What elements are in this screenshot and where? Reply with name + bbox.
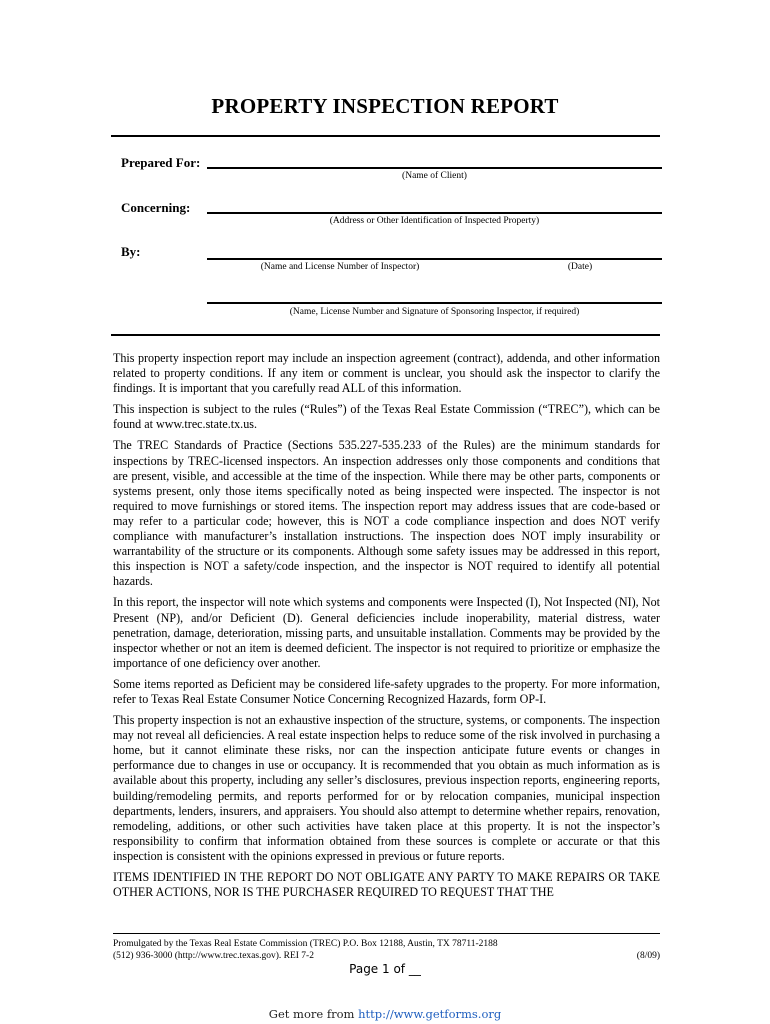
client-name-caption: (Name of Client) bbox=[402, 171, 467, 181]
sponsor-line[interactable] bbox=[207, 302, 662, 304]
header-bottom-rule bbox=[111, 334, 660, 336]
status-codes-paragraph: In this report, the inspector will note which systems and components were Inspected (I), Not Inspected (NI), Not Present (NP), and/or Deficient (D). General deficiencies include inoperability, material distress, water penetration, damage, deterioration, missing parts, and unsuitable installation. Comments may be provided by the inspector whether or not an item is deemed deficient. The inspector is not required to prioritize or emphasize the importance of one deficiency over another. bbox=[113, 595, 660, 670]
banner-prefix: Get more from bbox=[268, 1007, 359, 1021]
property-address-caption: (Address or Other Identification of Inspected Property) bbox=[329, 216, 540, 226]
prepared-for-line[interactable] bbox=[207, 167, 662, 169]
concerning-label: Concerning: bbox=[121, 200, 191, 215]
promulgated-line: Promulgated by the Texas Real Estate Commission (TREC) P.O. Box 12188, Austin, TX 78711-2188 bbox=[113, 939, 498, 949]
concerning-line[interactable] bbox=[207, 212, 662, 214]
date-caption: (Date) bbox=[567, 262, 593, 272]
intro-paragraph: This property inspection report may include an inspection agreement (contract), addenda, and other information related to property conditions. If any item or comment is unclear, you should ask the inspector to clarify the findings. It is important that you carefully read ALL of this information. bbox=[113, 351, 660, 396]
prepared-for-label: Prepared For: bbox=[121, 155, 201, 170]
report-body bbox=[113, 351, 660, 906]
life-safety-paragraph: Some items reported as Deficient may be considered life-safety upgrades to the property. For more information, refer to Texas Real Estate Consumer Notice Concerning Recognized Hazards, form OP-I. bbox=[113, 676, 660, 706]
contact-line: (512) 936-3000 (http://www.trec.texas.gov). REI 7-2 bbox=[113, 951, 314, 961]
title-rule bbox=[111, 135, 660, 137]
report-title: PROPERTY INSPECTION REPORT bbox=[211, 94, 559, 118]
standards-paragraph: The TREC Standards of Practice (Sections 535.227-535.233 of the Rules) are the minimum standards for inspections by TREC-licensed inspectors. An inspection addresses only those components and conditions that are present, visible, and accessible at the time of the inspection. While there may be other parts, components or systems present, only those items specifically noted as being inspected were inspected. The inspector is not required to move furnishings or stored items. The inspection report may address issues that are code-based or may refer to a particular code; however, this is NOT a code compliance inspection and does NOT verify compliance with manufacturer’s installation instructions. The inspection does NOT imply insurability or warrantability of the structure or its components. Although some safety issues may be addressed in this report, this inspection is NOT a safety/code inspection, and the inspector is NOT required to identify all potential hazards. bbox=[113, 438, 660, 589]
getforms-link[interactable]: http://www.getforms.org bbox=[358, 1007, 502, 1021]
rules-paragraph: This inspection is subject to the rules (“Rules”) of the Texas Real Estate Commission (“TREC”), which can be found at www.trec.state.tx.us. bbox=[113, 402, 660, 432]
footer-rule bbox=[113, 933, 660, 934]
limitations-paragraph: This property inspection is not an exhaustive inspection of the structure, systems, or components. The inspection may not reveal all deficiencies. A real estate inspection helps to reduce some of the risk involved in purchasing a home, but it cannot eliminate these risks, nor can the inspection anticipate future events or changes in performance due to changes in use or occupancy. It is recommended that you obtain as much information as is available about this property, including any seller’s disclosures, previous inspection reports, engineering reports, building/remodeling permits, and reports performed for or by relocation companies, municipal inspection departments, lenders, insurers, and appraisers. You should also attempt to determine whether repairs, renovation, remodeling, additions, or other such activities have taken place at this property. It is not the inspector’s responsibility to confirm that information obtained from these sources is complete or accurate or that this inspection is consistent with the opinions expressed in previous or future reports. bbox=[113, 713, 660, 863]
obligation-paragraph: ITEMS IDENTIFIED IN THE REPORT DO NOT OBLIGATE ANY PARTY TO MAKE REPAIRS OR TAKE OTHER ACTIONS, NOR IS THE PURCHASER REQUIRED TO REQUEST THAT THE bbox=[113, 870, 660, 900]
page-number: Page 1 of __ bbox=[349, 962, 421, 976]
getforms-banner bbox=[0, 1007, 770, 1021]
footer bbox=[113, 938, 660, 962]
form-version: (8/09) bbox=[636, 951, 660, 961]
inspector-line[interactable] bbox=[207, 258, 662, 260]
by-label: By: bbox=[121, 244, 141, 259]
inspector-caption: (Name and License Number of Inspector) bbox=[260, 262, 420, 272]
sponsor-caption: (Name, License Number and Signature of Sponsoring Inspector, if required) bbox=[289, 307, 580, 317]
